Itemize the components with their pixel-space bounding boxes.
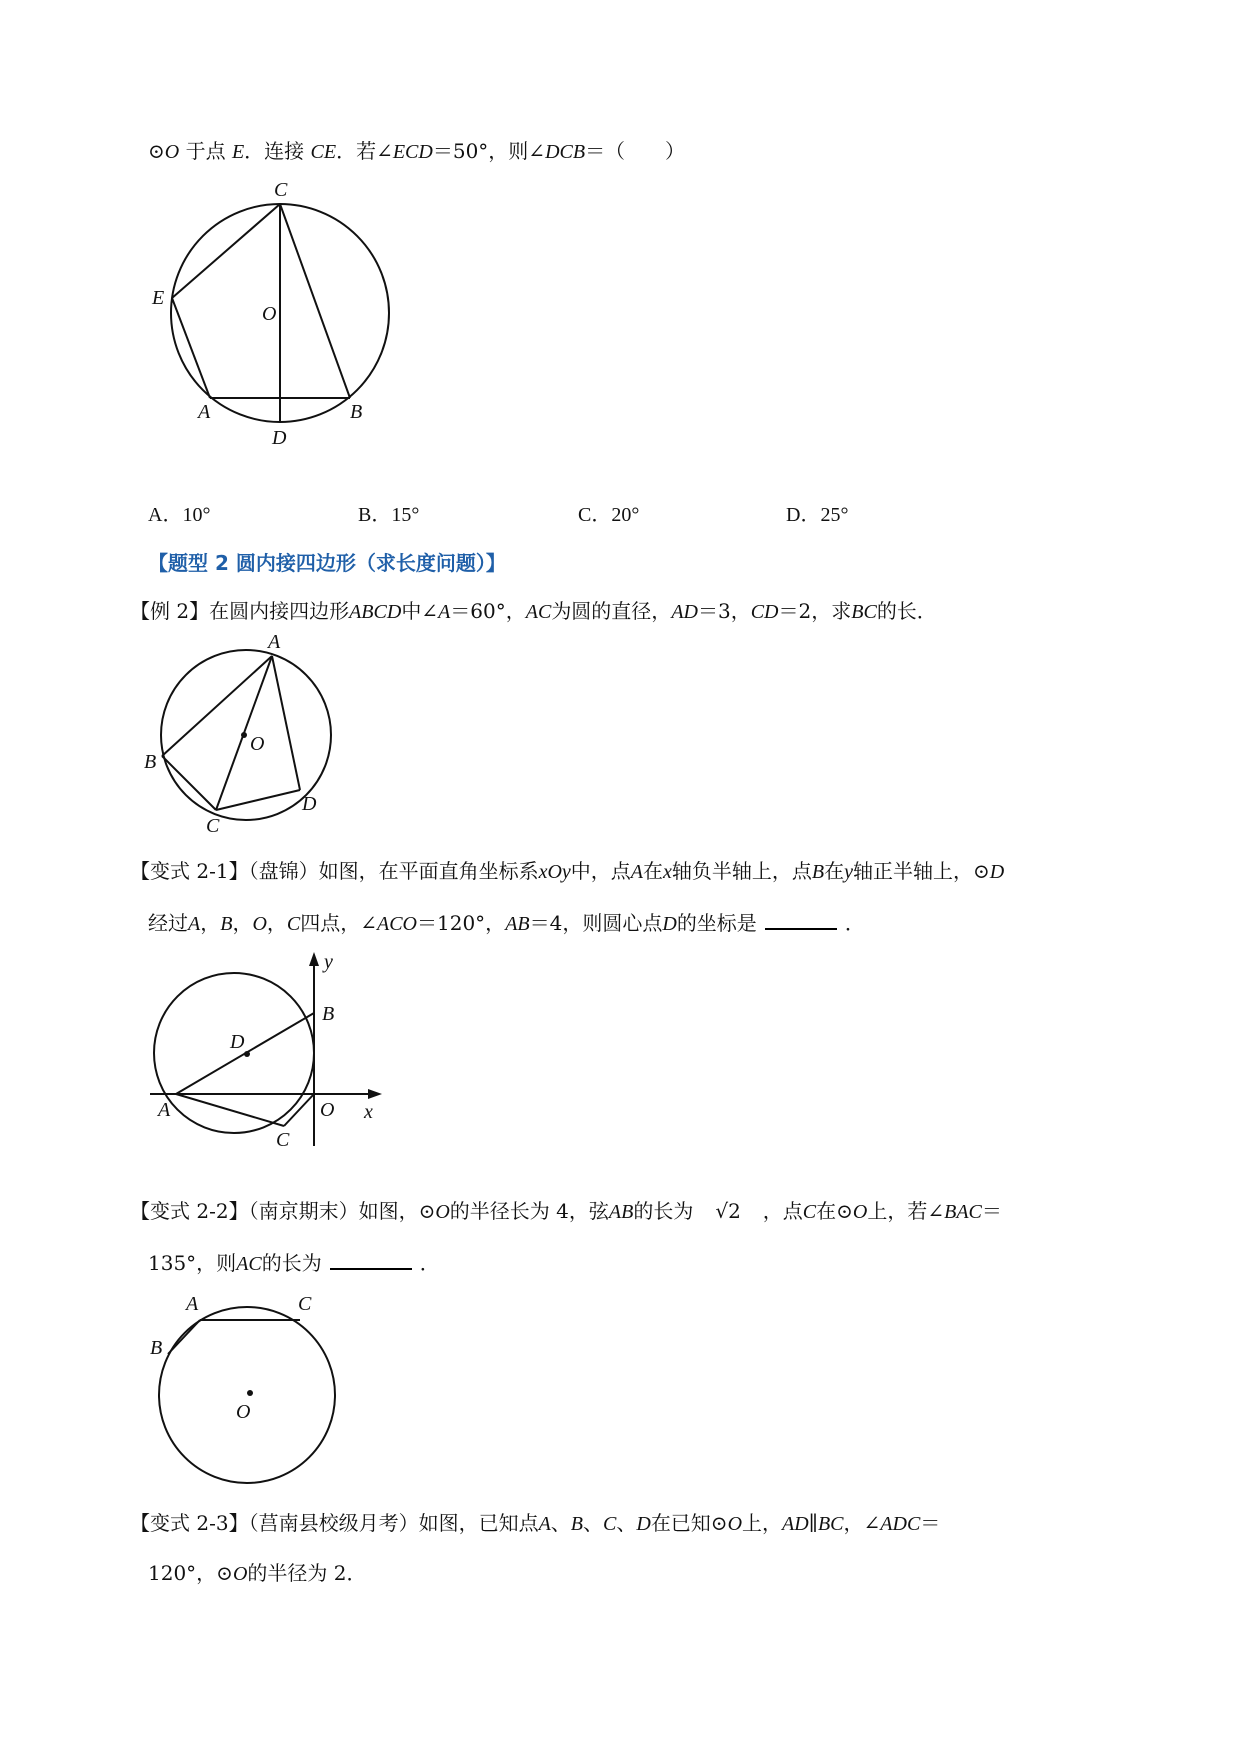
- v23-seg: （莒南县校级月考）如图，已知点: [248, 1511, 539, 1535]
- v23-seg: O: [727, 1513, 743, 1535]
- fig1-label-e: E: [152, 287, 165, 309]
- ex2-seg: ＝60°，: [450, 599, 526, 623]
- v22-seg: C: [802, 1201, 817, 1223]
- fig1-chord-cb: [280, 204, 350, 398]
- fig2-chord-da: [272, 656, 300, 790]
- option-a: A．10°: [148, 504, 211, 526]
- v23-seg: 在已知⊙: [650, 1511, 728, 1535]
- ex2-seg: A: [438, 601, 451, 623]
- v21-seg: ，: [200, 911, 221, 935]
- fig1-label-o: O: [262, 303, 277, 325]
- fig3-label-o: O: [320, 1099, 335, 1121]
- fig3-label-b: B: [322, 1003, 335, 1025]
- figure-2-inscribed-quadrilateral: [140, 631, 360, 837]
- v21-seg: ACO: [377, 913, 417, 935]
- ex2-seg: CD: [750, 601, 779, 623]
- v21-seg: ，: [232, 911, 253, 935]
- fig2-label-d: D: [302, 793, 317, 815]
- v21-seg: （盘锦）如图，在平面直角坐标系: [248, 859, 539, 883]
- fig3-label-c: C: [276, 1129, 290, 1151]
- fig3-circle: [154, 973, 314, 1133]
- v21-seg: ．: [844, 911, 865, 935]
- v21-seg: 经过: [148, 911, 188, 935]
- fig2-chord-cd: [216, 790, 300, 810]
- ex2-seg: 中∠: [401, 599, 439, 623]
- fig3-label-x: x: [364, 1101, 373, 1123]
- v23-seg: AD: [782, 1513, 809, 1535]
- fig3-label-y: y: [324, 951, 333, 973]
- section-title: 【题型 2 圆内接四边形（求长度问题）】: [148, 551, 506, 575]
- fig1-label-c: C: [274, 179, 288, 201]
- v23-seg: 、: [616, 1511, 637, 1535]
- v21-seg: O: [252, 913, 267, 935]
- v22-seg: （南京期末）如图，⊙: [248, 1199, 436, 1223]
- v23-seg: ＝: [920, 1511, 941, 1535]
- ex2-seg: 【例 2】: [130, 599, 210, 623]
- option-c: C．20°: [578, 504, 640, 526]
- v21-seg: 在: [643, 859, 663, 883]
- fig4-chord-ab: [168, 1320, 200, 1354]
- v22-seg: 的半径长为 4，弦: [449, 1199, 609, 1223]
- figure-4-circle-chords: [140, 1290, 370, 1490]
- v21-seg: 中，点: [570, 859, 631, 883]
- v22-seg: O: [435, 1201, 450, 1223]
- q1-seg: ．若∠: [336, 139, 393, 163]
- example-2-text: [130, 596, 937, 627]
- v22-seg: AC: [236, 1253, 262, 1275]
- v23-seg: D: [636, 1513, 651, 1535]
- v21-seg: xOy: [538, 861, 571, 883]
- fig4-center-dot: [247, 1390, 253, 1396]
- v21-seg: D: [989, 861, 1005, 883]
- answer-blank[interactable]: [765, 906, 837, 930]
- fig3-x-arrow: [368, 1089, 382, 1099]
- fig4-label-c: C: [298, 1293, 312, 1315]
- v22-seg: 135°，则: [148, 1251, 237, 1275]
- fig1-label-a: A: [198, 401, 211, 423]
- variant-2-3-line1: [130, 1508, 940, 1539]
- fig4-label-o: O: [236, 1401, 251, 1423]
- v21-seg: ＝4，则圆心点: [529, 911, 663, 935]
- variant-2-1-line2: [148, 906, 865, 939]
- v22-seg: ．: [419, 1251, 440, 1275]
- v21-seg: 轴正半轴上，⊙: [853, 859, 990, 883]
- v23-seg: B: [570, 1513, 584, 1535]
- fig2-center-dot: [241, 732, 247, 738]
- v23-seg: 、: [550, 1511, 571, 1535]
- radical-expression: √2: [715, 1199, 741, 1223]
- v21-seg: 四点，∠: [300, 911, 377, 935]
- v23-seg: 【变式 2-3】: [130, 1511, 249, 1535]
- q1-seg: DCB: [545, 141, 586, 163]
- fig2-label-c: C: [206, 815, 220, 837]
- v21-seg: x: [663, 861, 672, 883]
- v22-seg: 的长为: [633, 1199, 694, 1223]
- q1-seg: ＝50°，则∠: [432, 139, 546, 163]
- q1-seg: ECD: [392, 141, 433, 163]
- v22-seg: ，点: [762, 1199, 803, 1223]
- variant-2-1-line1: [130, 856, 1004, 887]
- q1-seg: O: [164, 141, 180, 163]
- q1-seg: ⊙: [148, 139, 165, 163]
- v21-seg: ，: [266, 911, 287, 935]
- v23-seg: A: [538, 1513, 551, 1535]
- v21-seg: A: [630, 861, 643, 883]
- v21-seg: ＝120°，: [417, 911, 506, 935]
- fig3-label-d: D: [230, 1031, 245, 1053]
- ex2-seg: ＝2，求: [778, 599, 852, 623]
- v22-seg: 的长为: [261, 1251, 322, 1275]
- ex2-seg: 在圆内接四边形: [209, 599, 350, 623]
- v21-seg: 【变式 2-1】: [130, 859, 249, 883]
- fig2-label-b: B: [144, 751, 157, 773]
- fig1-label-d: D: [272, 427, 287, 449]
- v21-seg: 在: [824, 859, 845, 883]
- variant-2-3-line2: [148, 1558, 366, 1589]
- fig2-chord-bc: [162, 756, 216, 810]
- v23-seg: 、: [583, 1511, 604, 1535]
- v22-seg: 【变式 2-2】: [130, 1199, 249, 1223]
- v21-seg: C: [286, 913, 301, 935]
- variant-2-2-line2: [148, 1246, 440, 1279]
- v23-seg: 120°，⊙: [148, 1561, 233, 1585]
- answer-blank[interactable]: [330, 1246, 412, 1270]
- fig3-y-arrow: [309, 952, 319, 966]
- v23-seg: 上，: [742, 1511, 783, 1535]
- figure-1-circle-diagram: [140, 180, 420, 470]
- v23-seg: C: [603, 1513, 617, 1535]
- option-d: D．25°: [786, 504, 849, 526]
- q1-seg: ＝（ ）: [585, 139, 686, 163]
- v21-seg: A: [188, 913, 201, 935]
- q1-seg: E: [231, 141, 245, 163]
- v23-seg: ∥: [808, 1511, 818, 1535]
- q1-seg: CE: [310, 141, 337, 163]
- v21-seg: 的坐标是: [676, 911, 757, 935]
- v22-seg: ＝: [981, 1199, 1002, 1223]
- v21-seg: B: [811, 861, 825, 883]
- v22-seg: 在⊙: [816, 1199, 853, 1223]
- fig3-label-a: A: [158, 1099, 171, 1121]
- fig2-label-a: A: [268, 631, 281, 653]
- v21-seg: AB: [505, 913, 530, 935]
- v23-seg: O: [232, 1563, 248, 1585]
- v23-seg: ADC: [880, 1513, 921, 1535]
- v23-seg: BC: [817, 1513, 844, 1535]
- fig4-circle: [159, 1307, 335, 1483]
- fig1-label-b: B: [350, 401, 363, 423]
- ex2-seg: 为圆的直径，: [551, 599, 672, 623]
- v23-seg: 的半径为 2．: [247, 1561, 367, 1585]
- v22-seg: AB: [608, 1201, 634, 1223]
- v22-seg: O: [852, 1201, 868, 1223]
- fig4-label-a: A: [186, 1293, 199, 1315]
- fig3-center-dot: [244, 1051, 250, 1057]
- option-b: B．15°: [358, 504, 420, 526]
- ex2-seg: ＝3，: [697, 599, 751, 623]
- q1-seg: ．连接: [244, 139, 311, 163]
- q1-text: [148, 136, 685, 167]
- q1-seg: 于点: [179, 139, 232, 163]
- ex2-seg: ABCD: [349, 601, 402, 623]
- v21-seg: y: [844, 861, 853, 883]
- variant-2-2-line1: [130, 1196, 1002, 1227]
- figure-3-coordinate-circle: [140, 950, 400, 1150]
- v22-seg: BAC: [944, 1201, 982, 1223]
- v21-seg: 轴负半轴上，点: [671, 859, 812, 883]
- v21-seg: D: [662, 913, 677, 935]
- v23-seg: ，∠: [843, 1511, 881, 1535]
- v22-seg: 上，若∠: [867, 1199, 945, 1223]
- ex2-seg: AC: [525, 601, 552, 623]
- ex2-seg: AD: [671, 601, 698, 623]
- v21-seg: B: [220, 913, 233, 935]
- ex2-seg: BC: [851, 601, 877, 623]
- fig2-label-o: O: [250, 733, 265, 755]
- ex2-seg: 的长．: [876, 599, 937, 623]
- fig4-label-b: B: [150, 1337, 163, 1359]
